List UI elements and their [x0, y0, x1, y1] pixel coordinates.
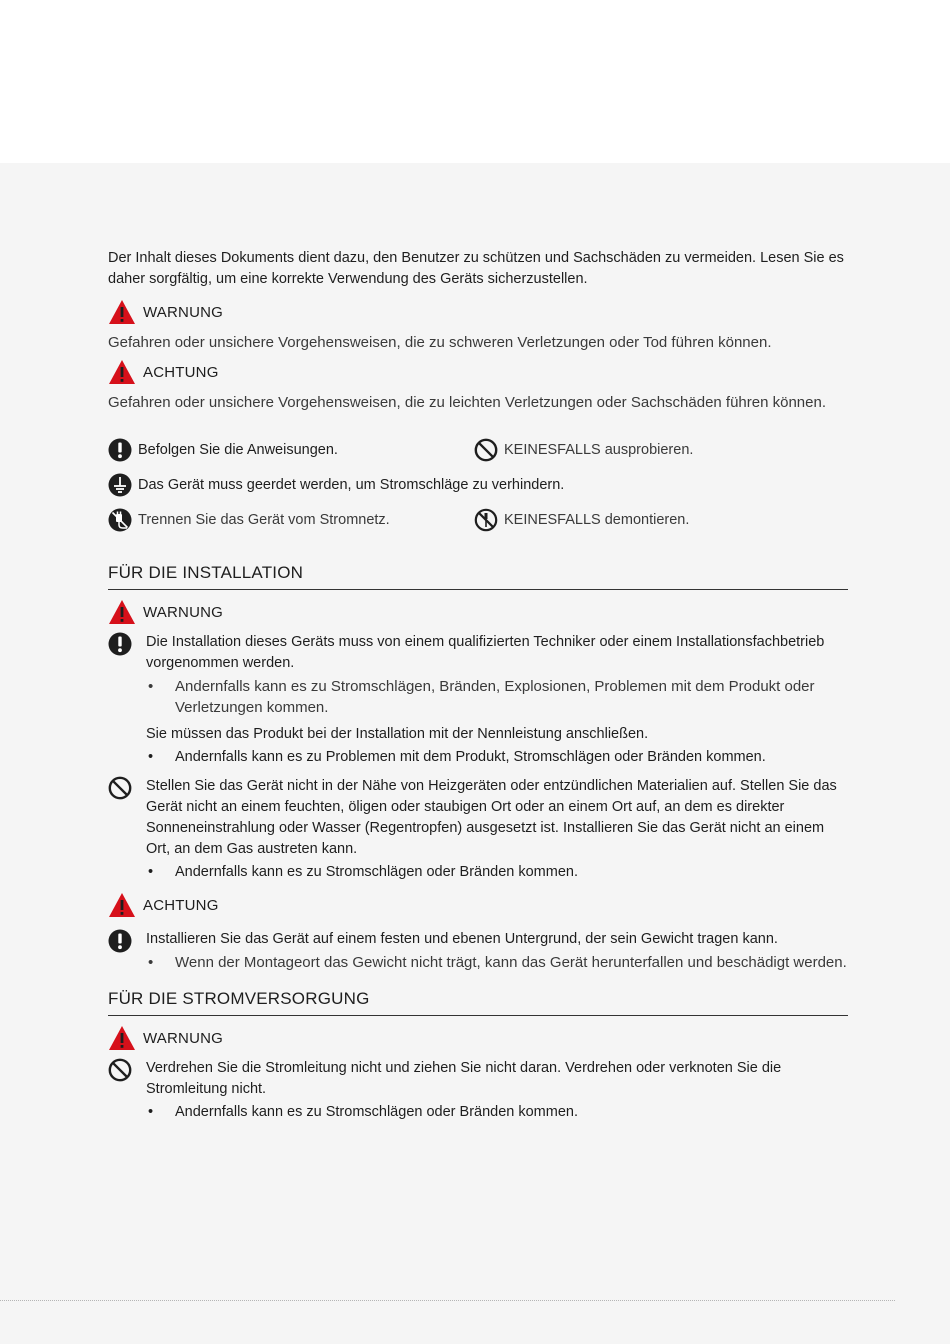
- power-item-cord: [108, 1058, 848, 1125]
- section-title-installation: FÜR DIE INSTALLATION: [108, 563, 848, 590]
- mandatory-icon: [108, 632, 132, 656]
- bullet-item: • Andernfalls kann es zu Stromschlägen, Bränden, Explosionen, Problemen mit dem Produkt oder Verletzungen kommen.: [146, 676, 848, 718]
- instruction-text: Die Installation dieses Geräts muss von einem qualifizierten Techniker oder einem Installationsfachbetrieb vorgenommen werden.: [146, 634, 825, 671]
- bullet-item: • Andernfalls kann es zu Stromschlägen oder Bränden kommen.: [146, 862, 848, 883]
- installation-item-qualified: [108, 632, 848, 770]
- legend-do-not-try-text: KEINESFALLS ausprobieren.: [504, 441, 694, 458]
- instruction-text: Stellen Sie das Gerät nicht in der Nähe von Heizgeräten oder entzündlichen Materialien auf. Stellen Sie das Gerät nicht an einem feuchten, öligen oder staubigen Ort oder an einem Ort auf, an dem es direkter Sonneneinstrahlung oder Wasser (Regentropfen) ausgesetzt ist. Installieren Sie das Gerät nicht an einem Ort, an dem Gas austreten kann.: [146, 778, 837, 857]
- mandatory-icon: [108, 929, 132, 953]
- bullet-item: • Andernfalls kann es zu Problemen mit dem Produkt, Stromschlägen oder Bränden kommen.: [146, 747, 848, 768]
- legend-follow-text: Befolgen Sie die Anweisungen.: [138, 441, 338, 458]
- caution-label: ACHTUNG: [143, 896, 219, 914]
- legend-do-not-disassemble-text: KEINESFALLS demontieren.: [504, 511, 690, 528]
- legend-ground-text: Das Gerät muss geerdet werden, um Stromschläge zu verhindern.: [138, 476, 565, 493]
- warning-triangle-icon: [108, 1025, 136, 1051]
- warning-triangle-icon: [108, 359, 136, 385]
- legend-row: [108, 502, 848, 537]
- bullet-text: Andernfalls kann es zu Problemen mit dem Produkt, Stromschlägen oder Bränden kommen.: [175, 749, 766, 765]
- installation-section: [108, 563, 848, 975]
- installation-warning-row: [108, 598, 848, 626]
- unplug-icon: [108, 508, 132, 532]
- warning-triangle-icon: [108, 299, 136, 325]
- bullet-text: Andernfalls kann es zu Stromschlägen oder Bränden kommen.: [175, 864, 578, 880]
- power-warning-row: [108, 1024, 848, 1052]
- legend-do-not-disassemble: [474, 508, 689, 532]
- caution-label: ACHTUNG: [143, 363, 219, 381]
- section-title-power: FÜR DIE STROMVERSORGUNG: [108, 989, 848, 1016]
- warning-description: Gefahren oder unsichere Vorgehensweisen, die zu schweren Verletzungen oder Tod führen können.: [108, 334, 772, 351]
- bullet-item: • Wenn der Montageort das Gewicht nicht trägt, kann das Gerät herunterfallen und beschädigt werden.: [148, 954, 847, 971]
- bullet-item: • Andernfalls kann es zu Stromschlägen oder Bränden kommen.: [146, 1102, 848, 1123]
- legend-follow: [108, 438, 474, 462]
- legend-do-not-try: [474, 438, 693, 462]
- mandatory-icon: [108, 438, 132, 462]
- caution-label-row: [108, 358, 848, 386]
- prohibition-icon: [108, 1058, 132, 1082]
- instruction-text: Verdrehen Sie die Stromleitung nicht und ziehen Sie nicht daran. Verdrehen oder verknoten Sie die Stromleitung nicht.: [146, 1060, 782, 1097]
- warning-label: WARNUNG: [143, 1029, 224, 1047]
- warning-triangle-icon: [108, 892, 136, 918]
- prohibition-icon: [474, 438, 498, 462]
- legend-ground: [108, 473, 564, 497]
- warning-label: WARNUNG: [143, 303, 224, 321]
- bullet-text: Wenn der Montageort das Gewicht nicht trägt, kann das Gerät herunterfallen und beschädigt werden.: [175, 954, 847, 971]
- installation-item-location: [108, 776, 848, 885]
- no-disassemble-icon: [474, 508, 498, 532]
- intro-text: Der Inhalt dieses Dokuments dient dazu, den Benutzer zu schützen und Sachschäden zu vermeiden. Lesen Sie es daher sorgfältig, um eine korrekte Verwendung des Geräts sicherzustellen.: [108, 250, 844, 287]
- legend-unplug: [108, 508, 474, 532]
- legend-unplug-text: Trennen Sie das Gerät vom Stromnetz.: [138, 511, 390, 528]
- power-section: [108, 989, 848, 1125]
- instruction-text: Sie müssen das Produkt bei der Installation mit der Nennleistung anschließen.: [146, 726, 649, 742]
- footer-divider: [0, 1300, 895, 1301]
- bullet-text: Andernfalls kann es zu Stromschlägen oder Bränden kommen.: [175, 1104, 578, 1120]
- legend-row: [108, 432, 848, 467]
- ground-icon: [108, 473, 132, 497]
- installation-item-surface: [108, 929, 848, 975]
- legend-row: [108, 467, 848, 502]
- symbol-legend: [108, 432, 848, 537]
- installation-caution-row: [108, 891, 848, 919]
- document-content: [108, 248, 848, 1125]
- instruction-text: Installieren Sie das Gerät auf einem festen und ebenen Untergrund, der sein Gewicht tragen kann.: [146, 931, 778, 947]
- caution-description: Gefahren oder unsichere Vorgehensweisen, die zu leichten Verletzungen oder Sachschäden führen können.: [108, 394, 826, 411]
- bullet-text: Andernfalls kann es zu Stromschlägen, Bränden, Explosionen, Problemen mit dem Produkt oder Verletzungen kommen.: [175, 678, 815, 716]
- warning-triangle-icon: [108, 599, 136, 625]
- prohibition-icon: [108, 776, 132, 800]
- warning-label-row: [108, 298, 848, 326]
- warning-label: WARNUNG: [143, 603, 224, 621]
